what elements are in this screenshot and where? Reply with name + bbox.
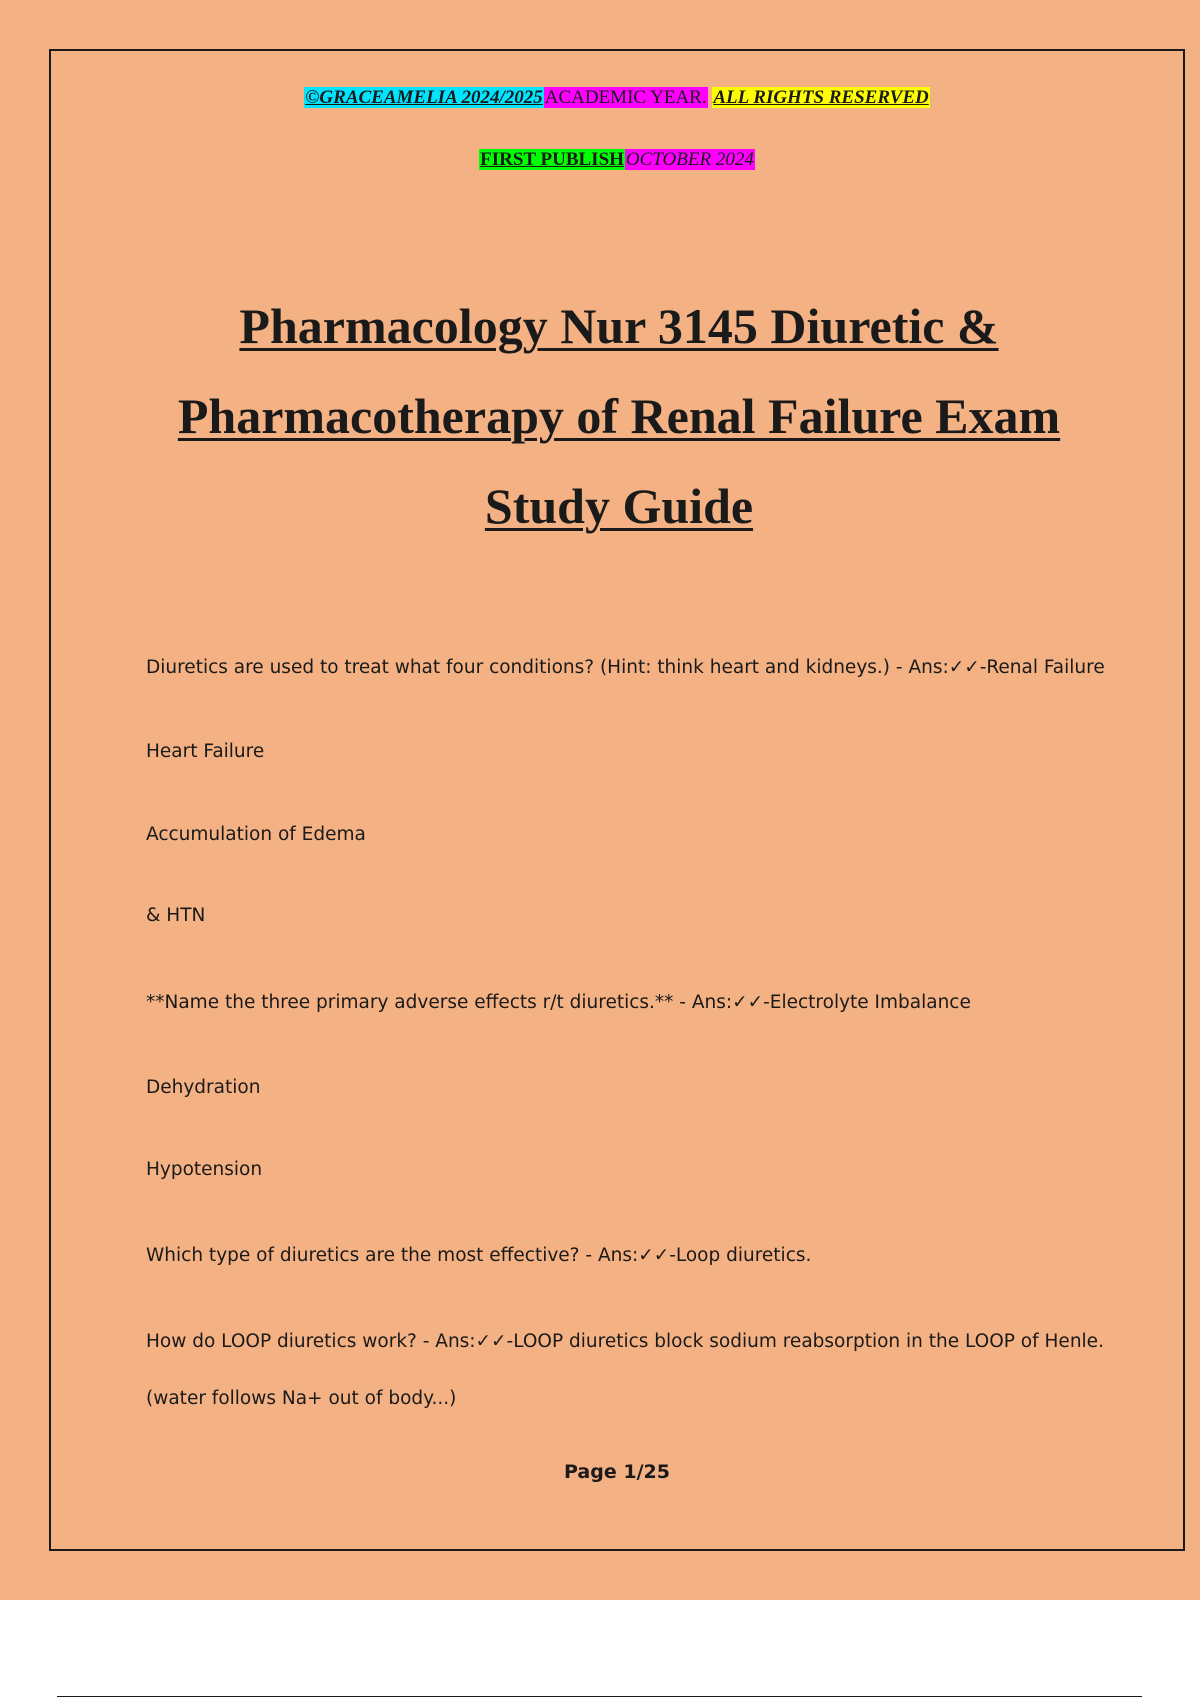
content-line: Which type of diuretics are the most effective? - Ans:✓✓-Loop diuretics.: [146, 1245, 812, 1266]
content-line: Diuretics are used to treat what four conditions? (Hint: think heart and kidneys.) - Ans:✓✓-Renal Failure: [146, 657, 1105, 678]
academic-year-text: ACADEMIC YEAR.: [544, 87, 707, 108]
first-publish-date: OCTOBER 2024: [625, 149, 754, 170]
bottom-divider: [57, 1696, 1142, 1697]
rights-text: ALL RIGHTS RESERVED: [713, 87, 929, 108]
content-line: Dehydration: [146, 1077, 261, 1098]
document-title: [111, 281, 1127, 551]
copyright-text: ©GRACEAMELIA 2024/2025: [305, 87, 543, 108]
title-line-2: Pharmacotherapy of Renal Failure Exam: [177, 388, 1061, 444]
content-line: Hypotension: [146, 1159, 263, 1180]
content-line: **Name the three primary adverse effects r/t diuretics.** - Ans:✓✓-Electrolyte Imbalance: [146, 992, 971, 1013]
content-line: (water follows Na+ out of body...): [146, 1388, 457, 1409]
page-frame: [49, 49, 1185, 1551]
title-line-3: Study Guide: [484, 478, 754, 534]
content-line: Heart Failure: [146, 741, 265, 762]
copyright-header: [51, 87, 1183, 109]
publish-header: [51, 149, 1183, 171]
title-line-1: Pharmacology Nur 3145 Diuretic &: [239, 298, 999, 354]
page-number: Page 1/25: [564, 1461, 670, 1483]
content-line: Accumulation of Edema: [146, 824, 366, 845]
first-publish-label: FIRST PUBLISH: [480, 149, 624, 170]
content-line: & HTN: [146, 905, 206, 926]
content-line: How do LOOP diuretics work? - Ans:✓✓-LOOP diuretics block sodium reabsorption in the LOOP of Henle.: [146, 1331, 1104, 1352]
